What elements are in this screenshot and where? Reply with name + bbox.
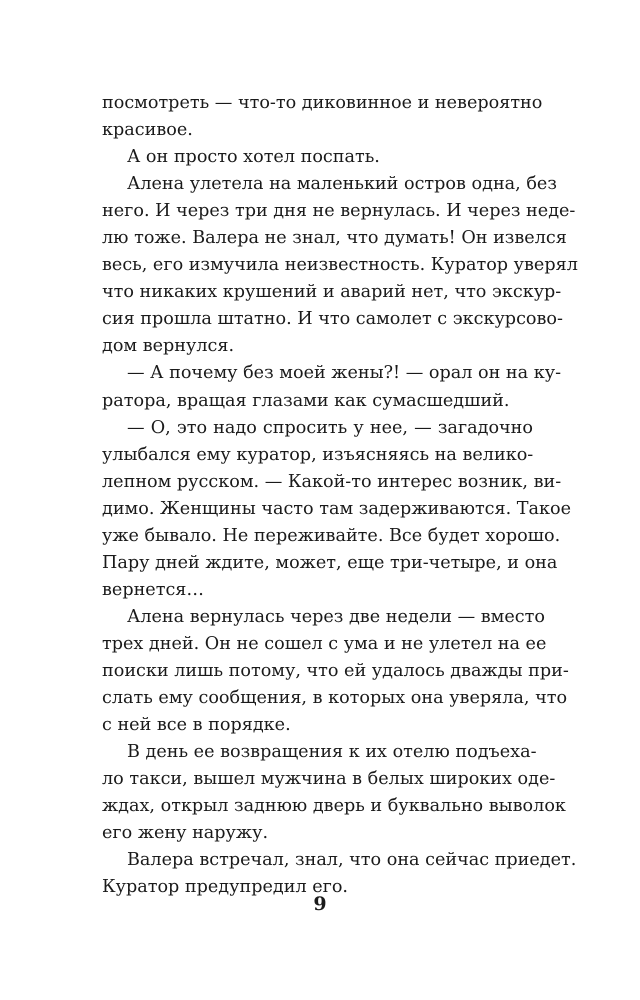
text-line: лепном русском. — Какой-то интерес возник, ви- [102,471,562,492]
text-line: вернется… [102,579,204,600]
text-line: что никаких крушений и аварий нет, что экскур- [102,282,562,303]
text-line: Алена улетела на маленький остров одна, без [127,174,557,195]
text-line: димо. Женщины часто там задерживаются. Такое [102,498,572,519]
paragraph [102,360,562,414]
text-line: уже бывало. Не переживайте. Все будет хорошо. [102,525,561,546]
paragraph [102,171,578,360]
text-line: Алена вернулась через две недели — вместо [127,606,545,627]
text-line: Куратор предупредил его. [102,877,349,898]
text-line: него. И через три дня не вернулась. И через неде- [102,201,576,222]
text-line: лю тоже. Валера не знал, что думать! Он извелся [102,228,567,249]
text-line: ждах, открыл заднюю дверь и буквально выволок [102,796,566,817]
text-line: красивое. [102,120,193,141]
text-line: — А почему без моей жены?! — орал он на ку- [127,363,562,384]
text-line: дом вернулся. [102,336,235,357]
text-line: ратора, вращая глазами как сумасшедший. [102,390,510,411]
page-body [102,90,578,901]
text-line: В день ее возвращения к их отелю подъеха- [127,742,537,763]
text-line: ло такси, вышел мужчина в белых широких оде- [102,769,556,790]
text-line: сия прошла штатно. И что самолет с экскурсово- [102,309,563,330]
text-line: А он просто хотел поспать. [127,147,380,168]
page-number: 9 [313,893,327,915]
text-line: трех дней. Он не сошел с ума и не улетел на ее [102,633,547,654]
text-line: слать ему сообщения, в которых она уверяла, что [102,688,568,709]
text-line: Валера встречал, знал, что она сейчас приедет. [127,850,577,871]
text-line: посмотреть — что-то диковинное и невероятно [102,93,543,113]
text-line: поиски лишь потому, что ей удалось дважды при- [102,660,569,681]
paragraph [102,415,572,604]
paragraph [102,604,569,739]
paragraph [102,739,566,847]
text-line: улыбался ему куратор, изъясняясь на велико- [102,444,534,465]
text-line: его жену наружу. [102,823,269,844]
paragraph [102,144,533,171]
paragraph [102,90,543,144]
text-line: — О, это надо спросить у нее, — загадочно [127,417,533,438]
text-line: Пару дней ждите, может, еще три-четыре, и она [102,552,558,573]
text-line: с ней все в порядке. [102,715,291,736]
text-line: весь, его измучила неизвестность. Куратор уверял [102,255,578,276]
